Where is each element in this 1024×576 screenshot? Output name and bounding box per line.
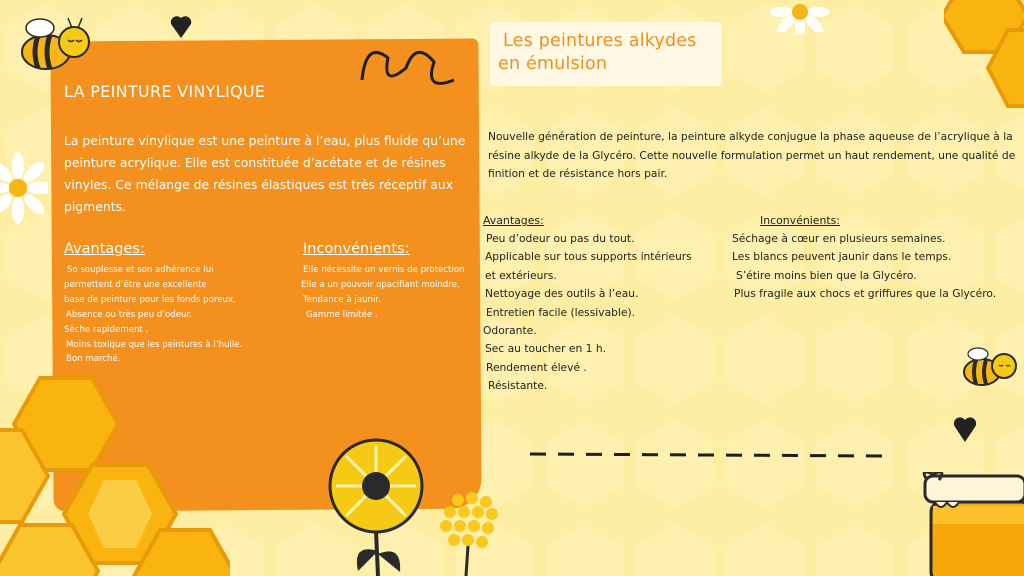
list-item: Résistante. xyxy=(488,379,548,393)
vinyl-intro: La peinture vinylique est une peinture à l’eau, plus fluide qu’une peinture acrylique. Elle est constituée d’acétate et de résines vinyles. Ce mélange de résines élastiques est très réceptif aux pigments. xyxy=(64,133,466,214)
list-item: So souplesse et son adhérence lui xyxy=(67,265,214,275)
list-item: Applicable sur tous supports intérieurs xyxy=(485,250,692,264)
daisy-icon xyxy=(0,150,48,226)
list-item: Plus fragile aux chocs et griffures que la Glycéro. xyxy=(734,287,997,301)
list-item: base de peinture pour les fonds poreux. xyxy=(64,294,236,305)
vinyl-drawbacks-heading: Inconvénients: xyxy=(303,241,410,257)
honeycomb-icon xyxy=(0,370,230,576)
honeycomb-icon xyxy=(944,0,1024,110)
heart-icon xyxy=(952,414,978,444)
vinyl-advantages-heading: Avantages: xyxy=(64,241,145,257)
vinyl-advantages-list xyxy=(64,263,242,367)
list-item: Tendance à jaunir. xyxy=(303,294,381,305)
list-item: Entretien facile (lessivable). xyxy=(486,305,636,319)
heart-icon xyxy=(168,12,194,40)
flower-icon xyxy=(316,436,436,576)
list-item: Sèche rapidement . xyxy=(64,324,149,335)
list-item: Moins toxique que les peintures à l’huile. xyxy=(66,339,243,350)
list-item: Odorante. xyxy=(483,324,537,338)
bee-icon xyxy=(958,344,1024,394)
list-item: S’étire moins bien que la Glycéro. xyxy=(736,268,917,282)
list-item: Les blancs peuvent jaunir dans le temps. xyxy=(732,250,952,264)
list-item: Nettoyage des outils à l’eau. xyxy=(485,287,639,301)
alkyd-drawbacks-heading: Inconvénients: xyxy=(760,214,840,227)
bee-icon xyxy=(10,12,96,82)
alkyd-advantages-heading: Avantages: xyxy=(483,214,544,227)
alkyd-drawbacks-list xyxy=(732,230,996,304)
list-item: Séchage à cœur en plusieurs semaines. xyxy=(732,232,946,245)
list-item: Rendement élevé . xyxy=(486,360,587,374)
alkyd-title xyxy=(498,30,728,76)
alkyd-advantages-list xyxy=(483,230,692,396)
list-item: et extérieurs. xyxy=(485,268,557,282)
list-item: permettent d’être une excellente xyxy=(64,279,207,290)
list-item: Elle nécessite un vernis de protection xyxy=(303,265,465,275)
squiggle-icon xyxy=(358,40,458,94)
list-item: Elle a un pouvoir opacifiant moindre. xyxy=(301,279,460,290)
alkyd-title-line2: en émulsion xyxy=(498,54,608,74)
vinyl-drawbacks-list xyxy=(301,263,465,323)
flower-icon xyxy=(428,486,508,576)
list-item: Peu d’odeur ou pas du tout. xyxy=(486,232,635,245)
daisy-icon xyxy=(770,0,830,34)
honey-jar-icon xyxy=(915,472,1024,576)
list-item: Absence ou très peu d’odeur. xyxy=(66,309,192,320)
alkyd-title-line1: Les peintures alkydes xyxy=(503,31,697,51)
vinyl-title: LA PEINTURE VINYLIQUE xyxy=(64,82,266,101)
alkyd-intro: Nouvelle génération de peinture, la peinture alkyde conjugue la phase aqueuse de l’acrylique à la résine alkyde de la Glycéro. Cette nouvelle formulation permet un haut rendement, une qualité de finition et de résistance hors pair. xyxy=(488,130,1016,180)
list-item: Sec au toucher en 1 h. xyxy=(485,342,606,356)
list-item: Bon marché. xyxy=(66,354,121,365)
dashed-line xyxy=(526,440,916,464)
list-item: Gamme limitée . xyxy=(306,309,378,320)
